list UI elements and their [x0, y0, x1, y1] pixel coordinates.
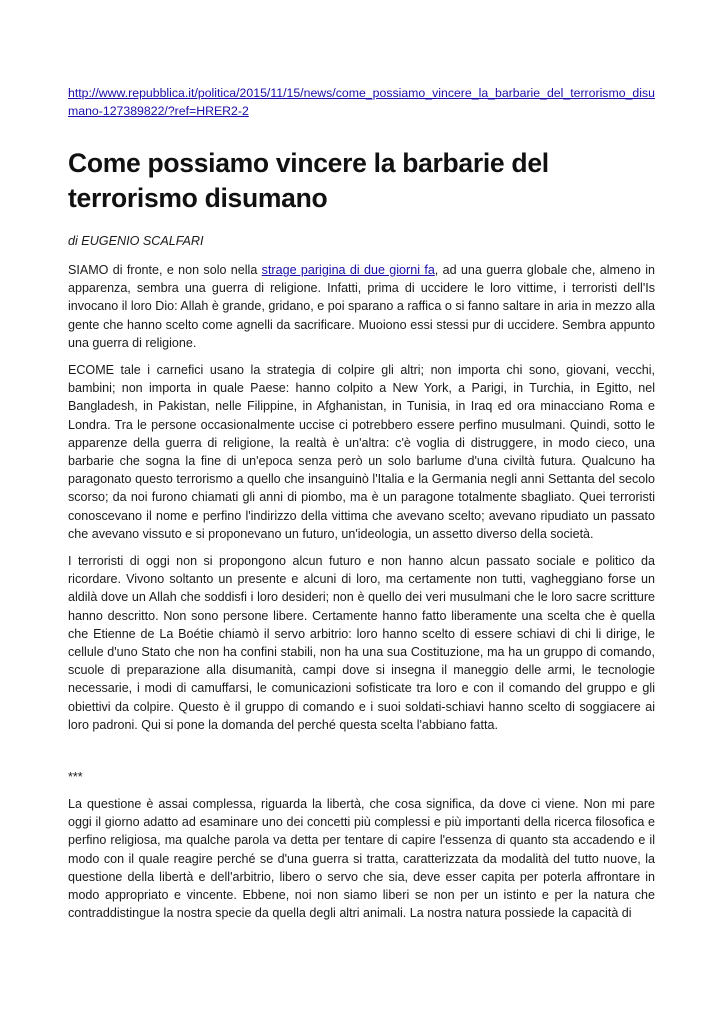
strage-parigina-link[interactable]: strage parigina di due giorni fa — [261, 263, 435, 277]
paragraph-1-text-before: SIAMO di fronte, e non solo nella — [68, 263, 262, 277]
article-paragraph-1 — [68, 261, 655, 352]
article-paragraph-4: La questione è assai complessa, riguarda la libertà, che cosa significa, da dove ci viene. Non mi pare oggi il giorno adatto ad esaminare uno dei concetti più complessi e più importanti della ricerca filosofica e perfino religiosa, ma qualche parola va detta per tentare di capire l'essenza di quanto sta accadendo e il modo con il quale reagire perché se d'una guerra si tratta, caratterizzata da modalità del tutto nuove, la questione della libertà e dell'arbitrio, libero o servo che sia, deve esser capita per poterla affrontare in modo appropriato e vincente. Ebbene, noi non siamo liberi se non per un istinto e per la natura che contraddistingue la nostra specie da quella degli altri animali. La nostra natura possiede la capacità di — [68, 797, 655, 921]
document-page — [68, 84, 655, 932]
article-paragraph-2: ECOME tale i carnefici usano la strategia di colpire gli altri; non importa chi sono, giovani, vecchi, bambini; non importa in quale Paese: hanno colpito a New York, a Parigi, in Turchia, in Egitto, nel Bangladesh, in Pakistan, nelle Filippine, in Afghanistan, in Tunisia, in Iraq ed ora minacciano Roma e Londra. Tra le persone occasionalmente uccise ci potrebbero essere perfino musulmani. Quindi, sotto le apparenze della guerra di religione, la realtà è un'altra: c'è voglia di distruggere, in modo cieco, una barbarie che sogna la fine di un'epoca senza però un solo barlume d'una civiltà futura. Qualcuno ha paragonato questo terrorismo a quello che insanguinò l'Italia e la Germania negli anni Settanta del secolo scorso; da noi furono chiamati gli anni di piombo, ma è un paragone totalmente sbagliato. Quei terroristi conoscevano il nome e perfino l'indirizzo della vittima che avevano scelto; avevano ripudiato un passato che avevano vissuto e si proponevano un futuro, un'ideologia, un assetto diverso della società. — [68, 363, 655, 541]
paragraph-1-text-after: , ad una guerra globale che, almeno in apparenza, sembra una guerra di religione. Infatti, prima di uccidere le loro vittime, i terroristi dell'Is invocano il loro Dio: Allah è grande, gridano, e poi sparano a raffica o si fanno saltare in aria in mezzo alla gente che hanno scelto come agnelli da sacrificare. Muoiono essi stessi pur di uccidere. Sembra appunto una guerra di religione. — [68, 263, 655, 350]
section-separator: *** — [68, 770, 83, 785]
article-title: Come possiamo vincere la barbarie del terrorismo disumano — [68, 148, 549, 213]
source-url-link[interactable]: http://www.repubblica.it/politica/2015/11/15/news/come_possiamo_vincere_la_barbarie_del_terrorismo_disumano-127389822/?ref=HRER2-2 — [68, 86, 655, 118]
article-byline: di EUGENIO SCALFARI — [68, 234, 204, 248]
article-paragraph-3: I terroristi di oggi non si propongono alcun futuro e non hanno alcun passato sociale e politico da ricordare. Vivono soltanto un presente e alcuni di loro, ma certamente non tutti, vagheggiano forse un aldilà dove un Allah che soddisfi i loro desideri; non è quello dei veri musulmani che le loro sacre scritture hanno descritto. Non sono persone libere. Certamente hanno fatto liberamente una scelta che è quella che Etienne de La Boétie chiamò il servo arbitrio: loro hanno scelto di essere schiavi di chi li dirige, le cellule d'uno Stato che non ha confini stabili, non ha una sua Costituzione, ma ha un gruppo di comando, scuole di preparazione alla disumanità, campi dove si insegna il maneggio delle armi, le tecnologie necessarie, i modi di camuffarsi, le comunicazioni sofisticate tra loro e con il comando del gruppo e gli obiettivi da colpire. Questo è il gruppo di comando e i suoi soldati-schiavi hanno scelto di soggiacere ai loro padroni. Qui si pone la domanda del perché questa scelta l'abbiano fatta. — [68, 554, 655, 732]
